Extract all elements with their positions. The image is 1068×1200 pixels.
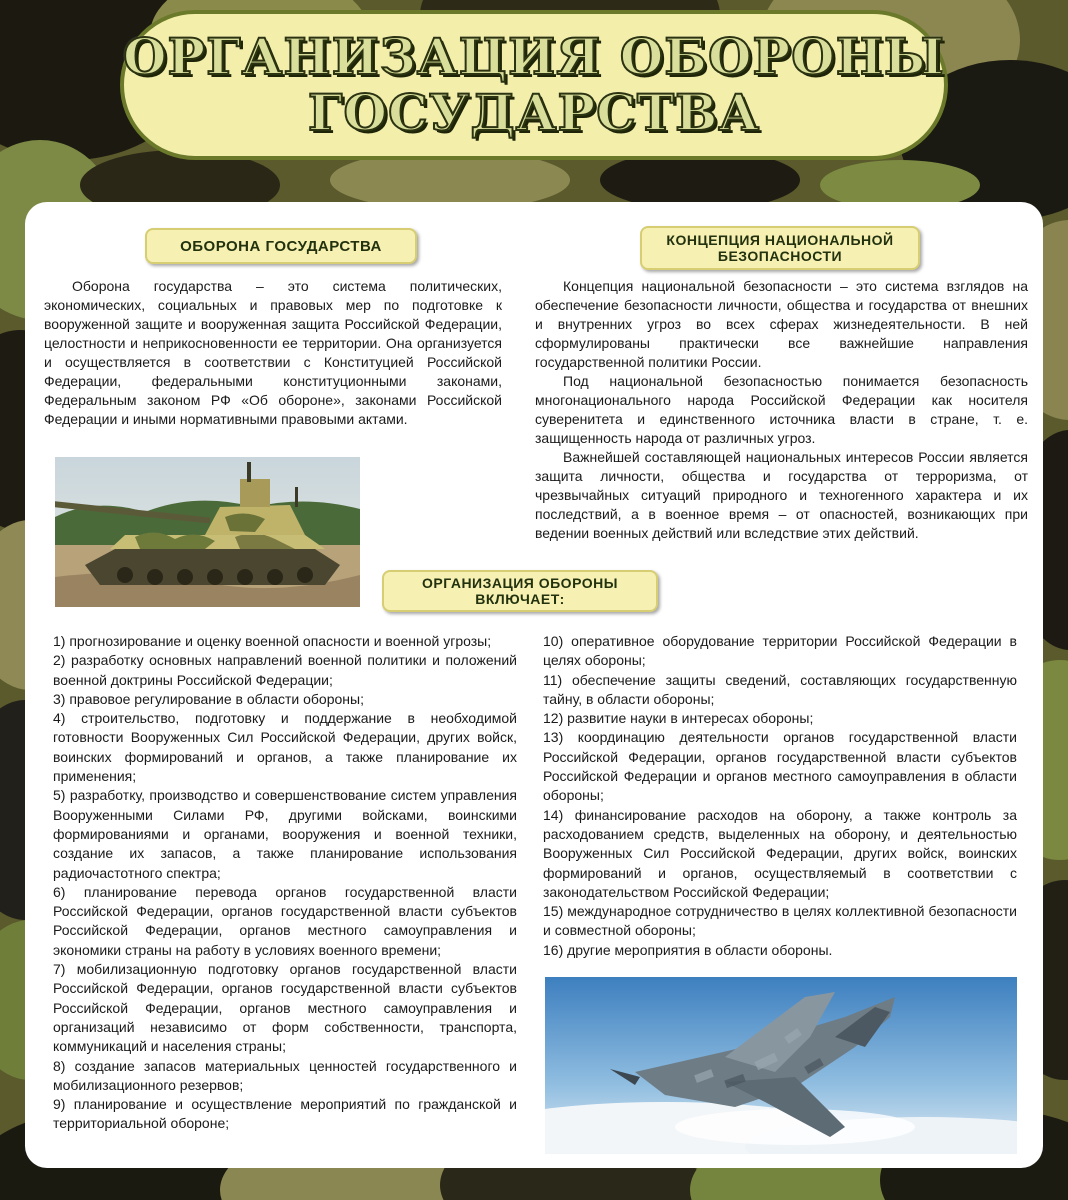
organization-heading-line-1: ОРГАНИЗАЦИЯ ОБОРОНЫ: [422, 575, 618, 591]
defense-text-block: [44, 277, 502, 429]
list-item: 15) международное сотрудничество в целях коллективной безопасности и совместной обороны;: [543, 903, 1017, 939]
defense-paragraph: Оборона государства – это система политических, экономических, социальных и правовых мер по подготовке к вооруженной защите и вооруженная защита Российской Федерации, целостности и неприкосновенности ее территории. Она организуется и осуществляется в соответствии с Конституцией Российской Федерации, федеральными конституционными законами, Федеральным законом РФ «Об обороне», законами Российской Федерации и иными нормативными правовыми актами.: [44, 278, 502, 427]
list-item: 7) мобилизационную подготовку органов государственной власти Российской Федерации, органов государственной власти субъектов Российской Федерации, органов местного самоуправления и организаций независимо от форм собственности, транспорта, коммуникаций и населения страны;: [53, 961, 517, 1055]
list-item: 12) развитие науки в интересах обороны;: [543, 710, 814, 727]
concept-heading: [640, 226, 920, 270]
defense-heading-text: ОБОРОНА ГОСУДАРСТВА: [180, 237, 382, 255]
list-item: 10) оперативное оборудование территории Российской Федерации в целях обороны;: [543, 633, 1017, 669]
organization-heading-line-2: ВКЛЮЧАЕТ:: [475, 591, 565, 607]
page-title-line-1: ОРГАНИЗАЦИЯ ОБОРОНЫ: [122, 27, 946, 86]
concept-heading-line-2: БЕЗОПАСНОСТИ: [717, 248, 843, 264]
tank-photo: [55, 457, 360, 607]
list-item: 1) прогнозирование и оценку военной опасности и военной угрозы;: [53, 633, 492, 649]
concept-heading-line-1: КОНЦЕПЦИЯ НАЦИОНАЛЬНОЙ: [666, 232, 894, 248]
title-banner: [120, 10, 948, 160]
organization-heading: [382, 570, 658, 612]
fighter-jet-photo: [545, 977, 1017, 1154]
list-item: 13) координацию деятельности органов государственной власти Российской Федерации, органов государственной власти субъектов Российской Федерации и органов местного самоуправления в области обороны;: [543, 729, 1017, 804]
jet-image: [545, 977, 1017, 1154]
list-item: 8) создание запасов материальных ценностей государственного и мобилизационного резервов;: [53, 1057, 517, 1093]
list-item: 16) другие мероприятия в области обороны.: [543, 941, 833, 958]
list-item: 6) планирование перевода органов государственной власти Российской Федерации, органов государственной власти субъектов Российской Федерации, органов местного самоуправления и экономики страны на работу в условиях военного времени;: [53, 883, 517, 958]
page-title-line-2: ГОСУДАРСТВА: [307, 83, 761, 142]
tank-image: [55, 457, 360, 607]
list-item: 9) планирование и осуществление мероприятий по гражданской и территориальной обороне;: [53, 1096, 517, 1132]
organization-list-right: [543, 632, 1017, 960]
organization-list-left: [53, 632, 517, 1134]
list-item: 14) финансирование расходов на оборону, а также контроль за расходованием средств, выделенных на оборону, и деятельностью Вооруженных Сил Российской Федерации, других войск, воинских формирований и органов, осуществляемый в соответствии с законодательством Российской Федерации;: [543, 806, 1017, 900]
concept-text-block: [535, 277, 1028, 543]
concept-paragraph-3: Важнейшей составляющей национальных интересов России является защита личности, общества и государства от терроризма, от чрезвычайных ситуаций природного и техногенного характера и их последствий, а в военное время – от опасностей, возникающих при ведении военных действий или вследствие этих действий.: [535, 449, 1028, 541]
list-item: 2) разработку основных направлений военной политики и положений военной доктрины Российской Федерации;: [53, 652, 517, 688]
list-item: 4) строительство, подготовку и поддержание в необходимой готовности Вооруженных Сил Российской Федерации, других войск, воинских формирований и органов, а также планирование их применения;: [53, 710, 517, 785]
list-item: 11) обеспечение защиты сведений, составляющих государственную тайну, в области обороны;: [543, 671, 1017, 707]
list-item: 5) разработку, производство и совершенствование систем управления Вооруженными Силами РФ, другими войсками, воинскими формированиями и органами, вооружения и военной техники, создание их запасов, а также планирование использования радиочастотного спектра;: [53, 787, 517, 881]
concept-paragraph-2: Под национальной безопасностью понимается безопасность многонационального народа Российской Федерации как носителя суверенитета и единственного источника власти в стране, т. е. защищенность народа от различных угроз.: [535, 373, 1028, 446]
concept-paragraph-1: Концепция национальной безопасности – это система взглядов на обеспечение безопасности личности, общества и государства от внешних и внутренних угроз во всех сферах жизнедеятельности. В ней сформулированы практически все важнейшие направления государственной политики России.: [535, 278, 1028, 370]
defense-heading: [145, 228, 417, 264]
list-item: 3) правовое регулирование в области обороны;: [53, 690, 364, 707]
